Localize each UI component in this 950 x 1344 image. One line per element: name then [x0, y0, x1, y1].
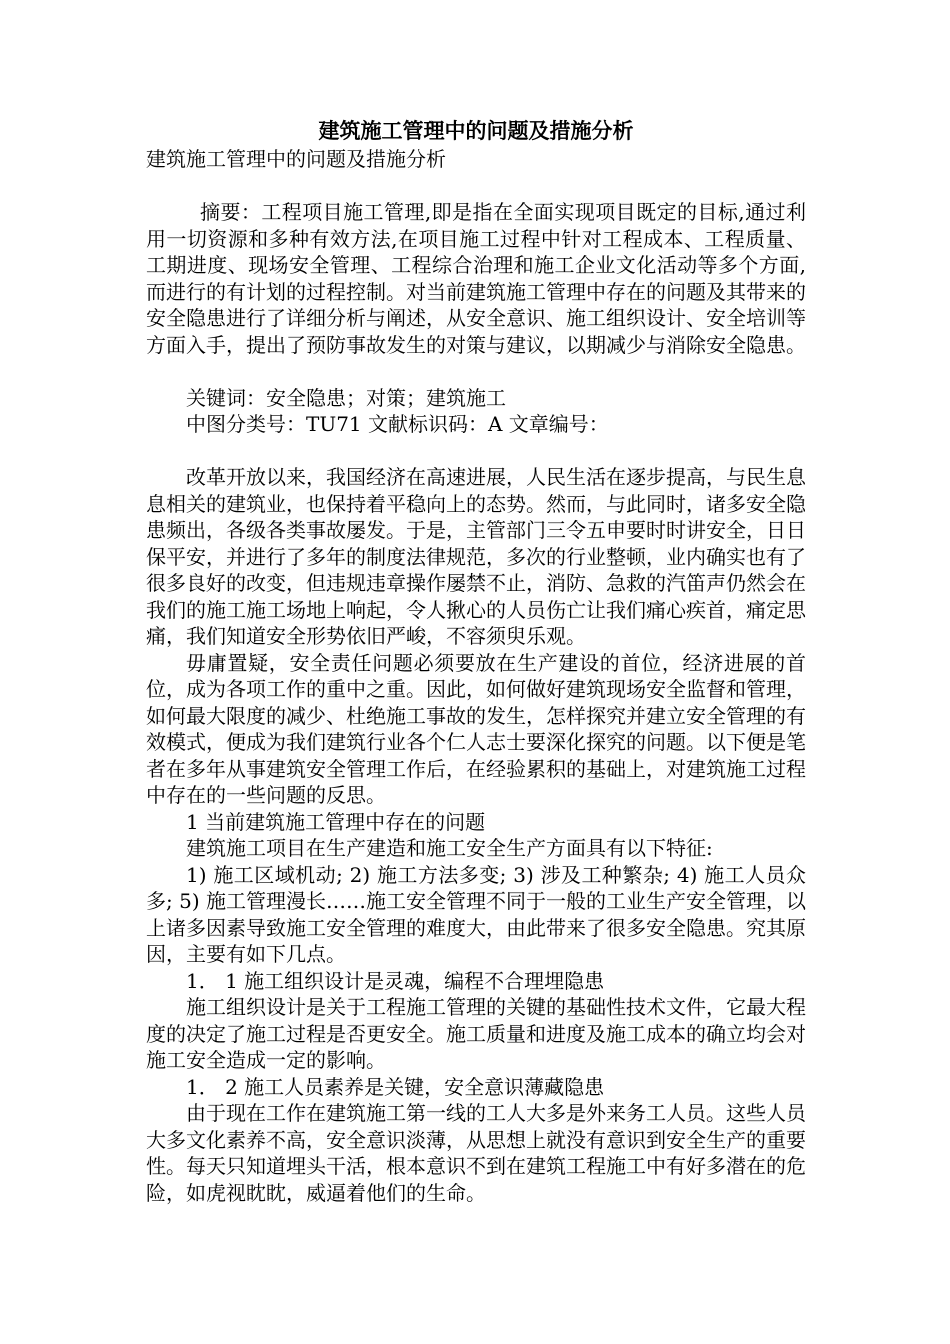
- blank-line: [146, 438, 806, 465]
- document-subtitle: 建筑施工管理中的问题及措施分析: [146, 147, 446, 171]
- blank-line: [146, 358, 806, 385]
- subsection-heading: 1． 1 施工组织设计是灵魂，编程不合理埋隐患: [186, 968, 605, 993]
- document-page: [146, 118, 806, 1206]
- body-paragraph: 毋庸置疑，安全责任问题必须要放在生产建设的首位，经济进展的首位，成为各项工作的重中之重。因此，如何做好建筑现场安全监督和管理，如何最大限度的减少、杜绝施工事故的发生，怎样探究并建立安全管理的有效模式，便成为我们建筑行业各个仁人志士要深化探究的问题。以下便是笔者在多年从事建筑安全管理工作后，在经验累积的基础上，对建筑施工过程中存在的一些问题的反思。: [146, 650, 806, 807]
- classification-line: 中图分类号：TU71 文献标识码：A 文章编号：: [186, 412, 609, 436]
- body-paragraph: 1) 施工区域机动; 2) 施工方法多变; 3) 涉及工种繁杂; 4) 施工人员众多; 5) 施工管理漫长……施工安全管理不同于一般的工业生产安全管理，以上诸多因素导致施工安全管理的难度大，由此带来了很多安全隐患。究其原因，主要有如下几点。: [146, 862, 806, 966]
- document-title: 建筑施工管理中的问题及措施分析: [318, 119, 634, 143]
- section-heading: 1 当前建筑施工管理中存在的问题: [186, 809, 486, 834]
- blank-line: [146, 173, 806, 200]
- subsection-heading: 1． 2 施工人员素养是关键，安全意识薄藏隐患: [186, 1074, 605, 1099]
- body-paragraph: 由于现在工作在建筑施工第一线的工人大多是外来务工人员。这些人员大多文化素养不高，安全意识淡薄，从思想上就没有意识到安全生产的重要性。每天只知道埋头干活，根本意识不到在建筑工程施工中有好多潜在的危险，如虎视眈眈，威逼着他们的生命。: [146, 1101, 806, 1205]
- body-paragraph: 施工组织设计是关于工程施工管理的关键的基础性技术文件，它最大程度的决定了施工过程是否更安全。施工质量和进度及施工成本的确立均会对施工安全造成一定的影响。: [146, 995, 806, 1072]
- abstract-paragraph: 摘要：工程项目施工管理,即是指在全面实现项目既定的目标,通过利用一切资源和多种有效方法,在项目施工过程中针对工程成本、工程质量、工期进度、现场安全管理、工程综合治理和施工企业文化活动等多个方面,而进行的有计划的过程控制。对当前建筑施工管理中存在的问题及其带来的安全隐患进行了详细分析与阐述，从安全意识、施工组织设计、安全培训等方面入手，提出了预防事故发生的对策与建议，以期减少与消除安全隐患。: [146, 200, 806, 357]
- body-paragraph: 改革开放以来，我国经济在高速进展，人民生活在逐步提高，与民生息息相关的建筑业，也保持着平稳向上的态势。然而，与此同时，诸多安全隐患频出，各级各类事故屡发。于是，主管部门三令五申要时时讲安全，日日保平安，并进行了多年的制度法律规范，多次的行业整顿，业内确实也有了很多良好的改变，但违规违章操作屡禁不止，消防、急救的汽笛声仍然会在我们的施工施工场地上响起，令人揪心的人员伤亡让我们痛心疾首，痛定思痛，我们知道安全形势依旧严峻，不容须臾乐观。: [146, 465, 806, 648]
- keywords-line: 关键词：安全隐患；对策；建筑施工: [186, 385, 506, 410]
- body-paragraph: 建筑施工项目在生产建造和施工安全生产方面具有以下特征:: [186, 836, 713, 860]
